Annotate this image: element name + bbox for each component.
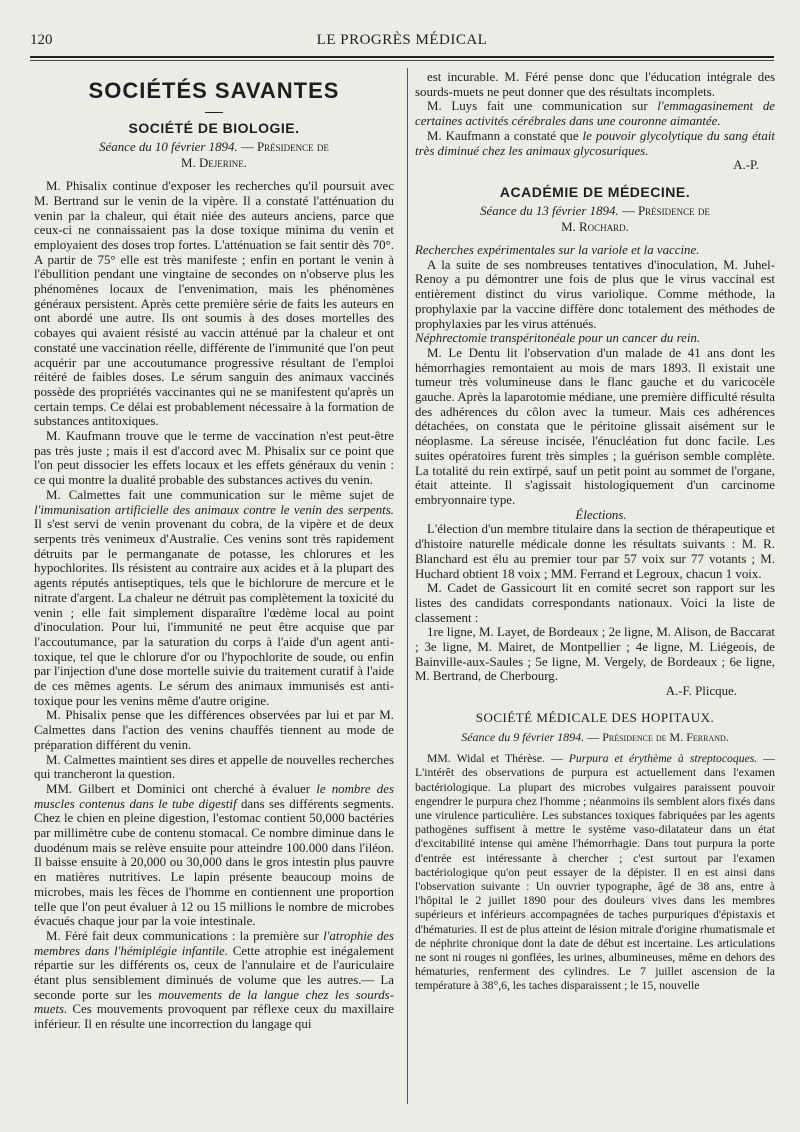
- session-dash: —: [587, 729, 603, 744]
- title-dash: [205, 112, 223, 113]
- session-president: M. Rochard.: [561, 220, 629, 235]
- paragraph: M. Kaufmann a constaté que le pouvoir glycolytique du sang était très diminué chez les animaux glycosuriques.: [415, 128, 775, 158]
- paragraph: M. Calmettes maintient ses dires et appelle de nouvelles recherches qui trancheront la question.: [34, 752, 394, 782]
- page-number: 120: [30, 32, 53, 48]
- paragraph: M. Kaufmann trouve que le terme de vaccination n'est peut-être pas très juste ; mais il est d'accord avec M. Phisalix sur ce point que l'on peut dissocier les effets locaux et les effets généraux du venin : ce qui montre la dualité probable des substances actives du venin.: [34, 429, 394, 488]
- society-heading: SOCIÉTÉ DE BIOLOGIE.: [128, 120, 300, 136]
- header-rule-thin: [30, 60, 774, 61]
- subheading: Élections.: [575, 507, 627, 522]
- paragraph: 1re ligne, M. Layet, de Bordeaux ; 2e ligne, M. Alison, de Baccarat ; 3e ligne, M. Mairet, de Montpellier ; 4e ligne, M. Liégeois, de Bainville-aux-Saules ; 5e ligne, M. Vergely, de Bordeaux ; 6e ligne, M. Bertrand, de Cherbourg.: [415, 625, 775, 684]
- session-presidence: Présidence de: [257, 139, 329, 154]
- paragraph: M. Phisalix pense que les différences observées par lui et par M. Calmettes dans l'action des venins chauffés tiennent au mode de préparation différent du venin.: [34, 708, 394, 752]
- session-dash: —: [240, 139, 257, 154]
- paragraph: M. Cadet de Gassicourt lit en comité secret son rapport sur les listes des candidats correspondants nationaux. Voici la liste de classement :: [415, 581, 775, 625]
- paragraph: M. Le Dentu lit l'observation d'un malade de 41 ans dont les hémorrhagies remontaient au mois de mars 1893. Il existait une tumeur très volumineuse dans le flanc gauche et du varicocèle gauche. Après la laparotomie médiane, une première difficulté résulta des adhérences du côlon avec la tumeur. Mais ces adhérences détachées, on constata que le péritoine glissait aisément sur le néoplasme. La séreuse incisée, l'énucléation fut donc facile. Les suites opératoires furent très simples ; la guérison semble complète. La totalité du rein extirpé, sauf un petit point au sommet de l'organe, était atteinte. Il s'agissait histologiquement d'un carcinome embryonnaire type.: [415, 345, 775, 507]
- running-header: [30, 30, 774, 50]
- left-column: [34, 70, 394, 1032]
- session-presidence: Présidence de: [638, 203, 710, 218]
- column-divider: [407, 68, 408, 1104]
- session-date: Séance du 10 février 1894.: [99, 139, 238, 154]
- society-heading: SOCIÉTÉ MÉDICALE DES HOPITAUX.: [475, 709, 715, 725]
- paragraph: A la suite de ses nombreuses tentatives d'inoculation, M. Juhel-Renoy a pu démontrer une fois de plus que le virus vaccinal est entièrement distinct du virus variolique. Comme méthode, la prophylaxie par la vaccine diffère donc totalement des méthodes de prophylaxies par les virus atténués.: [415, 257, 775, 331]
- subheading: Recherches expérimentales sur la variole et la vaccine.: [415, 243, 700, 258]
- session-date: Séance du 13 février 1894.: [480, 203, 619, 218]
- session-president: M. Dejerine.: [181, 156, 247, 171]
- society-heading: ACADÉMIE DE MÉDECINE.: [499, 183, 691, 200]
- journal-title: LE PROGRÈS MÉDICAL: [316, 32, 488, 48]
- signature: A.-F. Plicque.: [665, 684, 737, 699]
- paragraph: M. Calmettes fait une communication sur le même sujet de l'immunisation artificielle des animaux contre le venin des serpents. Il s'est servi de venin provenant du cobra, de la vipère et de deux serpents très venimeux d'Australie. Ces venins sont très rapidement détruits par le permanganate de potasse, les chlorures et les hypochlorites. Ils résistent au contraire aux acides et à la plupart des agents réputés antiseptiques, tels que le bichlorure de mercure et le nitrate d'argent. La chaleur ne détruit pas complètement la toxicité du venin ; elle fait simplement disparaître l'œdème local au point d'inoculation. Pour lui, l'immunité ne peut être acquise que par l'accoutumance, par la saturation du corps à l'aide d'un agent anti-toxique, tel que le chlorure d'or ou l'hypochlorite de soude, ou enfin par l'injection d'une dose mortelle suivie du traitement curatif à l'aide de ces mêmes agents. Le sérum des animaux immunisés est anti-toxique pour les venins même d'autre origine.: [34, 487, 394, 708]
- session-line: [415, 730, 775, 745]
- signature: A.-P.: [733, 158, 759, 173]
- session-presidence: Présidence de M. Ferrand.: [602, 729, 729, 744]
- paragraph: L'élection d'un membre titulaire dans la section de thérapeutique et d'histoire naturelle médicale donne les résultats suivants : M. R. Blanchard est élu au premier tour par 57 voix sur 77 votants ; M. Huchard obtient 18 voix ; MM. Ferrand et Legroux, chacun 1 voix.: [415, 522, 775, 581]
- session-line: [34, 140, 394, 155]
- right-column: [415, 70, 775, 994]
- paragraph: MM. Widal et Thérèse. — Purpura et érythème à streptocoques. — L'intérêt des observations de purpura est actuellement dans l'examen bactériologique. La plupart des microbes vulgaires paraissent pouvoir engendrer le purpura chez l'homme ; néanmoins ils semblent alors fixés dans une virulence particulière. Les substances toxiques fabriquées par les agents pathogènes suffisent à mettre le système vaso-dilatateur dans un état d'excitabilité intense qui amène l'hémorrhagie. Dans tout purpura la porte d'entrée est intéressante à chercher ; c'est surtout par l'examen bactériologique qu'on peut essayer de la dépister. Il en est ainsi dans l'observation suivante : Un ouvrier typographe, âgé de 38 ans, entre à l'hôpital le 2 juillet 1890 pour des douleurs vives dans les membres supérieurs et inférieurs accompagnées de taches purpuriques d'épistaxis et d'hématuries. Il est de plus atteint de lésion mitrale d'origine rhumatismale et de néphrite chronique dont la date de début est incertaine. Les articulations ne sont ni rouges ni gonflées, les urines, albumineuses, même en dehors des hématuries, renferment des cylindres. Le 7 juillet ascension de la température à 38°,6, les taches disparaissent ; le 15, nouvelle: [415, 752, 775, 993]
- section-title: SOCIÉTÉS SAVANTES: [88, 78, 340, 103]
- subheading: Néphrectomie transpéritonéale pour un cancer du rein.: [415, 331, 701, 346]
- paragraph: M. Phisalix continue d'exposer les recherches qu'il poursuit avec M. Bertrand sur le venin de la vipère. Il a constaté l'atténuation du venin par la chaleur, qui était niée des auteurs anciens, parce que ceux-ci ne connaissaient pas la dose toxique minima du venin et employaient des doses trop fortes. L'atténuation se fait sentir dès 70°. A partir de 75° elle est très manifeste ; enfin en portant le venin à l'ébullition pendant une vingtaine de secondes on n'observe plus les phénomènes locaux de l'envenimation, mais les phénomènes généraux persistent. Après cette première série de faits les auteurs en ont abordé une autre. Ils ont soumis à des doses mortelles des cobayes qui avaient résisté au vaccin atténué par la chaleur et ont constaté une vaccination réelle, différente de l'immunité que l'on peut acquérir par une accoutumance progressive résultant de l'emploi réitéré de faibles doses. Le sérum sanguin des animaux vaccinés possède des propriétés vaccinantes qui ne se manifestent qu'après un certain temps. Ce délai est probablement nécessaire à la formation de substances antitoxiques.: [34, 179, 394, 429]
- paragraph: MM. Gilbert et Dominici ont cherché à évaluer le nombre des muscles contenus dans le tube digestif dans ses différents segments. Chez le chien en pleine digestion, l'estomac contient 50,000 bactéries par millimètre cube de contenu stomacal. Ce nombre diminue dans le duodénum mais se relève ensuite pour atteindre 100.000 dans l'iléon. Il baisse ensuite à 20,000 ou 30,000 dans le gros intestin plus pauvre en matières nutritives. Le lapin présente beaucoup moins de microbes, mais les fèces de l'homme en contiennent une proportion telle que l'on peut évaluer à 12 ou 15 millions le nombre de microbes évacués chaque jour par la voie intestinale.: [34, 781, 394, 929]
- session-dash: —: [621, 203, 638, 218]
- session-date: Séance du 9 février 1894.: [461, 729, 585, 744]
- paragraph: M. Luys fait une communication sur l'emmagasinement de certaines activités cérébrales dans une couronne aimantée.: [415, 99, 775, 129]
- paragraph: est incurable. M. Féré pense donc que l'éducation intégrale des sourds-muets ne peut donner que des résultats incomplets.: [415, 70, 775, 99]
- paragraph: M. Féré fait deux communications : la première sur l'atrophie des membres dans l'hémiplégie infantile. Cette atrophie est inégalement répartie sur les différents os, ceux de l'annulaire et de l'auriculaire étant plus sensiblement diminués de volume que les autres.— La seconde porte sur les mouvements de la langue chez les sourds-muets. Ces mouvements provoquent par réflexe ceux du maxillaire inférieur. Il en résulte une incorrection du langage qui: [34, 928, 394, 1032]
- session-line: [415, 204, 775, 219]
- header-rule-thick: [30, 56, 774, 58]
